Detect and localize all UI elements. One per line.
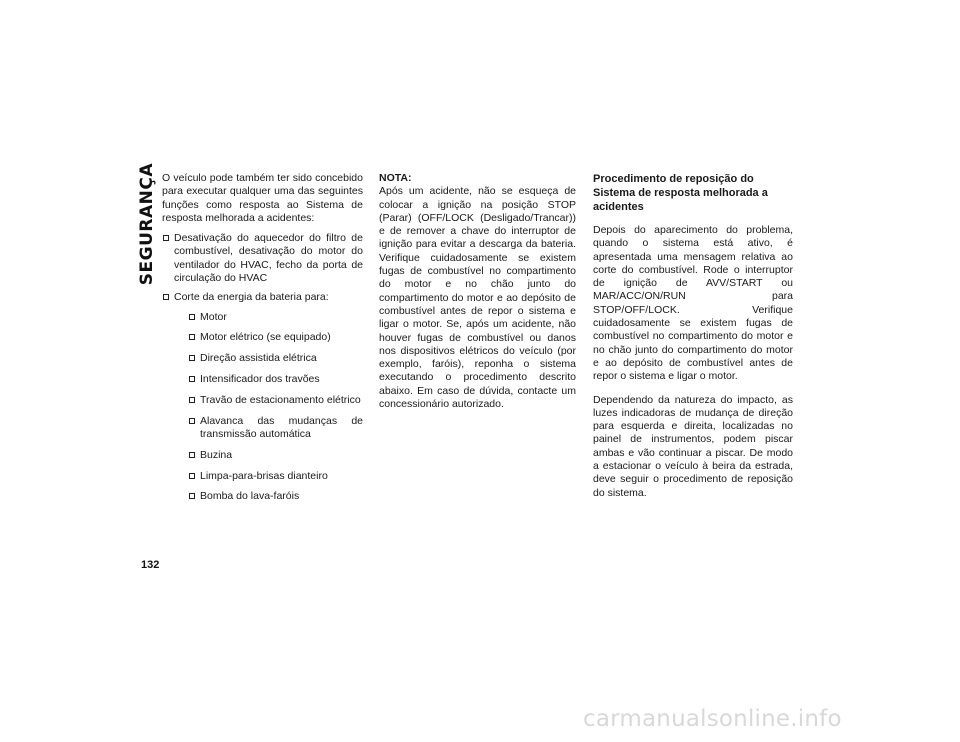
section-heading: Procedimento de reposição do Sistema de resposta melhorada a acidentes [593,173,768,213]
list-item: Bomba do lava-faróis [188,490,363,503]
section-side-label: SEGURANÇA [137,163,157,286]
checkbox-bullet-icon [189,418,195,424]
list-item: Direção assistida elétrica [188,352,363,365]
note-label: NOTA: [379,172,412,184]
list-item: Intensificador dos travões [188,373,363,386]
paragraph: Dependendo da natureza do impacto, as luzes indicadoras de mudança de direção para esquerda e direita, localizadas no painel de instrumentos, podem piscar ambas e vão continuar a piscar. De modo a estacionar o veículo à beira da estrada, deve seguir o procedimento de reposição do sistema. [593,393,793,499]
intro-paragraph: O veículo pode também ter sido concebido para executar qualquer uma das seguintes funções como resposta ao Sistema de resposta melhorada a acidentes: [162,172,363,224]
paragraph: Depois do aparecimento do problema, quando o sistema está ativo, é apresentada uma mensagem relativa ao corte do combustível. Rode o interruptor de ignição de AVV/START ou MAR/ACC/ON/RUN para STOP/OFF/LOCK. Verifique cuidadosamente se existem fugas de combustível no compartimento do motor e no chão junto do compartimento do motor e ao depósito de combustível antes de repor o sistema e ligar o motor. [593,224,793,383]
column-left [162,172,363,511]
checkbox-bullet-icon [189,334,195,340]
checkbox-bullet-icon [189,473,195,479]
list-item: Buzina [188,449,363,462]
checkbox-bullet-icon [189,314,195,320]
page-number: 132 [141,559,160,571]
checkbox-bullet-icon [163,235,169,241]
checkbox-bullet-icon [189,376,195,382]
list-item: Desativação do aquecedor do filtro de combustível, desativação do motor do ventilador do HVAC, fecho da porta de circulação do HVAC [162,232,363,285]
list-item: Limpa-para-brisas dianteiro [188,470,363,483]
checkbox-bullet-icon [189,355,195,361]
checkbox-bullet-icon [189,397,195,403]
list-item: Travão de estacionamento elétrico [188,394,363,407]
list-item: Motor [188,311,363,324]
column-right [593,172,793,510]
column-middle [379,172,576,411]
list-item: Corte da energia da bateria para: Motor Motor elétrico (se equipado) Direção assistida elétrica Intensificador dos travões Travão de estacionamento elétrico Alavanca das mudanças de transmissão automática Buzina Limpa-para-brisas dianteiro Bomba do lava-faróis [162,291,363,503]
list-item: Motor elétrico (se equipado) [188,331,363,344]
battery-cut-sublist [188,311,363,504]
list-item: Alavanca das mudanças de transmissão automática [188,415,363,442]
checkbox-bullet-icon [163,294,169,300]
watermark-logo: carmanualsonline.info [583,706,842,732]
note-text: Após um acidente, não se esqueça de colocar a ignição na posição STOP (Parar) (OFF/LOCK (Desligado/Trancar)) e de remover a chave do interruptor de ignição para evitar a descarga da bateria. Verifique cuidadosamente se existem fugas de combustível no compartimento do motor e no chão junto do compartimento do motor e ao depósito de combustível antes de repor o sistema e ligar o motor. Se, após um acidente, não houver fugas de combustível ou danos nos dispositivos elétricos do veículo (por exemplo, faróis), reponha o sistema executando o procedimento descrito abaixo. Em caso de dúvida, contacte um concessionário autorizado. [379,185,576,411]
function-list [162,232,363,503]
checkbox-bullet-icon [189,493,195,499]
checkbox-bullet-icon [189,452,195,458]
